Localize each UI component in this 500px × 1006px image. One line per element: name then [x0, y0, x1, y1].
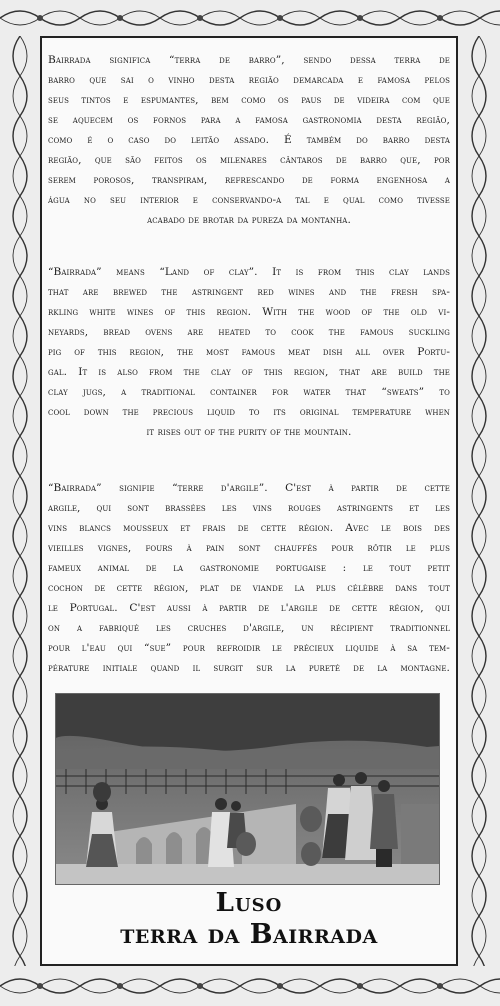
text-line: água no seu interior e conservando-a tal e qual como tivesse — [48, 194, 450, 206]
ornamental-border-bottom-icon — [0, 966, 500, 1006]
paragraph-portuguese — [48, 50, 450, 230]
text-line: neyards, bread ovens are heated to cook the famous suckling — [48, 326, 450, 338]
text-line: it rises out of the purity of the mountain. — [146, 426, 352, 438]
text-line: le Portugal. C'est aussi à partir de l'argile de cette région, qui — [48, 602, 450, 614]
paragraph-french — [48, 478, 450, 678]
text-line: região, que são feitos os milenares cântaros de barro que, por — [48, 154, 450, 166]
ornamental-border-right-icon — [458, 36, 500, 966]
text-line: serem porosos, transpiram, refrescando de forma engenhosa a — [48, 174, 450, 186]
text-line: vins blancs mousseux et frais de cette région. Avec le bois des — [48, 522, 450, 534]
text-line: pig of this region, the most famous meat dish all over Portu- — [48, 346, 450, 358]
text-line: rkling white wines of this region. With the wood of the old vi- — [48, 306, 450, 318]
panel-title — [48, 888, 450, 952]
ornamental-border-top-icon — [0, 0, 500, 36]
title-luso: Luso — [215, 888, 283, 918]
ornamental-border-left-icon — [0, 36, 40, 966]
text-line: Bairrada significa “terra de barro”, sendo dessa terra de — [48, 54, 450, 66]
text-line: “Bairrada” means “Land of clay”. It is from this clay lands — [48, 266, 450, 278]
text-line: vieilles vignes, fours à pain sont chauffés pour rôtir le plus — [48, 542, 450, 554]
text-line: that are brewed the astringent red wines and the fresh spa- — [48, 286, 450, 298]
text-line: como é o caso do leitão assado. É também do barro desta — [48, 134, 450, 146]
text-line: pour l'eau qui “sue” pour refroidir le précieux liquide à sa tem- — [48, 642, 450, 654]
text-line: se aquecem os fornos para a famosa gastronomia desta região, — [48, 114, 450, 126]
text-line: fameux animal de la gastronomie portugaise : le tout petit — [48, 562, 450, 574]
vintage-photo-icon — [55, 693, 440, 885]
text-line: acabado de brotar da pureza da montanha. — [147, 214, 351, 226]
text-line: pérature initiale quand il surgit sur la pureté de la montagne. — [48, 662, 450, 674]
text-line: argile, qui sont brassées les vins rouges astringents et les — [48, 502, 450, 514]
text-line: barro que sai o vinho desta região demarcada e famosa pelos — [48, 74, 450, 86]
text-line: on a fabriqué les cruches d'argile, un récipient traditionnel — [48, 622, 450, 634]
text-line: gal. It is also from the clay of this region, that are build the — [48, 366, 450, 378]
title-terra-da-bairrada: terra da Bairrada — [120, 919, 378, 950]
text-line: seus tintos e espumantes, bem como os paus de videira com que — [48, 94, 450, 106]
text-line: clay jugs, a traditional container for water that “sweats” to — [48, 386, 450, 398]
text-line: “Bairrada” signifie “terre d'argile”. C'est à partir de cette — [48, 482, 450, 494]
paragraph-english — [48, 262, 450, 442]
text-line: cool down the precious liquid to its original temperature when — [48, 406, 450, 418]
text-line: cochon de cette région, plat de viande la plus célèbre dans tout — [48, 582, 450, 594]
